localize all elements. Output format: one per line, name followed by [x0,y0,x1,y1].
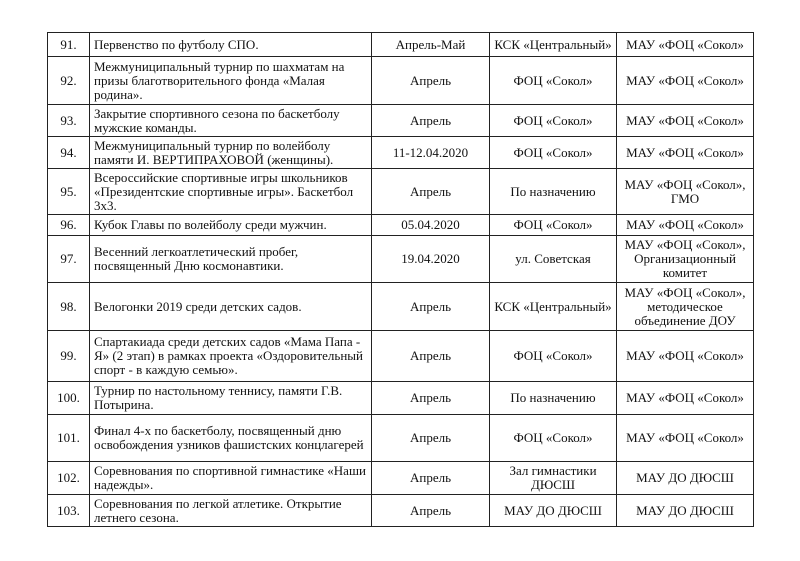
event-organizer-cell: МАУ ДО ДЮСШ [617,462,754,495]
event-date-cell: Апрель-Май [372,33,490,57]
row-number-cell: 96. [48,215,90,236]
row-number-cell: 93. [48,105,90,137]
event-name-cell: Всероссийские спортивные игры школьников «Президентские спортивные игры». Баскетбол 3х3. [90,169,372,215]
event-venue-cell: Зал гимнастики ДЮСШ [490,462,617,495]
row-number-cell: 97. [48,236,90,283]
event-date-cell: Апрель [372,331,490,382]
event-venue-cell: МАУ ДО ДЮСШ [490,495,617,527]
row-number-cell: 92. [48,57,90,105]
row-number-cell: 99. [48,331,90,382]
event-date-cell: Апрель [372,415,490,462]
events-table [47,32,754,527]
event-name-cell: Соревнования по легкой атлетике. Открытие летнего сезона. [90,495,372,527]
event-name-cell: Турнир по настольному теннису, памяти Г.В. Потырина. [90,382,372,415]
event-venue-cell: КСК «Центральный» [490,33,617,57]
table-row [48,283,754,331]
event-name-cell: Велогонки 2019 среди детских садов. [90,283,372,331]
event-date-cell: Апрель [372,169,490,215]
event-name-cell: Финал 4-х по баскетболу, посвященный дню освобождения узников фашистских концлагерей [90,415,372,462]
event-venue-cell: ФОЦ «Сокол» [490,215,617,236]
table-row [48,137,754,169]
table-row [48,382,754,415]
table-row [48,215,754,236]
event-organizer-cell: МАУ «ФОЦ «Сокол» [617,415,754,462]
event-venue-cell: По назначению [490,169,617,215]
event-organizer-cell: МАУ «ФОЦ «Сокол», Организационный комитет [617,236,754,283]
event-organizer-cell: МАУ «ФОЦ «Сокол» [617,215,754,236]
event-venue-cell: ФОЦ «Сокол» [490,57,617,105]
event-date-cell: 11-12.04.2020 [372,137,490,169]
row-number-cell: 101. [48,415,90,462]
row-number-cell: 102. [48,462,90,495]
event-venue-cell: ФОЦ «Сокол» [490,331,617,382]
event-date-cell: Апрель [372,495,490,527]
event-venue-cell: По назначению [490,382,617,415]
table-row [48,462,754,495]
event-date-cell: Апрель [372,105,490,137]
row-number-cell: 100. [48,382,90,415]
event-organizer-cell: МАУ «ФОЦ «Сокол» [617,137,754,169]
event-organizer-cell: МАУ «ФОЦ «Сокол» [617,331,754,382]
table-row [48,331,754,382]
event-name-cell: Кубок Главы по волейболу среди мужчин. [90,215,372,236]
event-organizer-cell: МАУ «ФОЦ «Сокол» [617,57,754,105]
event-organizer-cell: МАУ «ФОЦ «Сокол» [617,33,754,57]
event-organizer-cell: МАУ «ФОЦ «Сокол», ГМО [617,169,754,215]
table-row [48,169,754,215]
table-row [48,33,754,57]
event-date-cell: Апрель [372,283,490,331]
event-organizer-cell: МАУ «ФОЦ «Сокол» [617,382,754,415]
event-venue-cell: ФОЦ «Сокол» [490,105,617,137]
event-venue-cell: КСК «Центральный» [490,283,617,331]
event-date-cell: Апрель [372,462,490,495]
event-name-cell: Соревнования по спортивной гимнастике «Наши надежды». [90,462,372,495]
event-date-cell: 19.04.2020 [372,236,490,283]
event-date-cell: 05.04.2020 [372,215,490,236]
row-number-cell: 91. [48,33,90,57]
row-number-cell: 95. [48,169,90,215]
event-organizer-cell: МАУ «ФОЦ «Сокол» [617,105,754,137]
row-number-cell: 94. [48,137,90,169]
event-name-cell: Первенство по футболу СПО. [90,33,372,57]
table-row [48,495,754,527]
event-venue-cell: ФОЦ «Сокол» [490,415,617,462]
row-number-cell: 103. [48,495,90,527]
event-name-cell: Весенний легкоатлетический пробег, посвященный Дню космонавтики. [90,236,372,283]
table-row [48,415,754,462]
table-row [48,236,754,283]
table-row [48,57,754,105]
event-organizer-cell: МАУ «ФОЦ «Сокол», методическое объединение ДОУ [617,283,754,331]
table-row [48,105,754,137]
event-date-cell: Апрель [372,382,490,415]
event-venue-cell: ул. Советская [490,236,617,283]
event-name-cell: Межмуниципальный турнир по шахматам на призы благотворительного фонда «Малая родина». [90,57,372,105]
event-organizer-cell: МАУ ДО ДЮСШ [617,495,754,527]
event-name-cell: Закрытие спортивного сезона по баскетболу мужские команды. [90,105,372,137]
event-venue-cell: ФОЦ «Сокол» [490,137,617,169]
row-number-cell: 98. [48,283,90,331]
event-name-cell: Спартакиада среди детских садов «Мама Папа - Я» (2 этап) в рамках проекта «Оздоровительный спорт - в каждую семью». [90,331,372,382]
event-date-cell: Апрель [372,57,490,105]
event-name-cell: Межмуниципальный турнир по волейболу памяти И. ВЕРТИПРАХОВОЙ (женщины). [90,137,372,169]
